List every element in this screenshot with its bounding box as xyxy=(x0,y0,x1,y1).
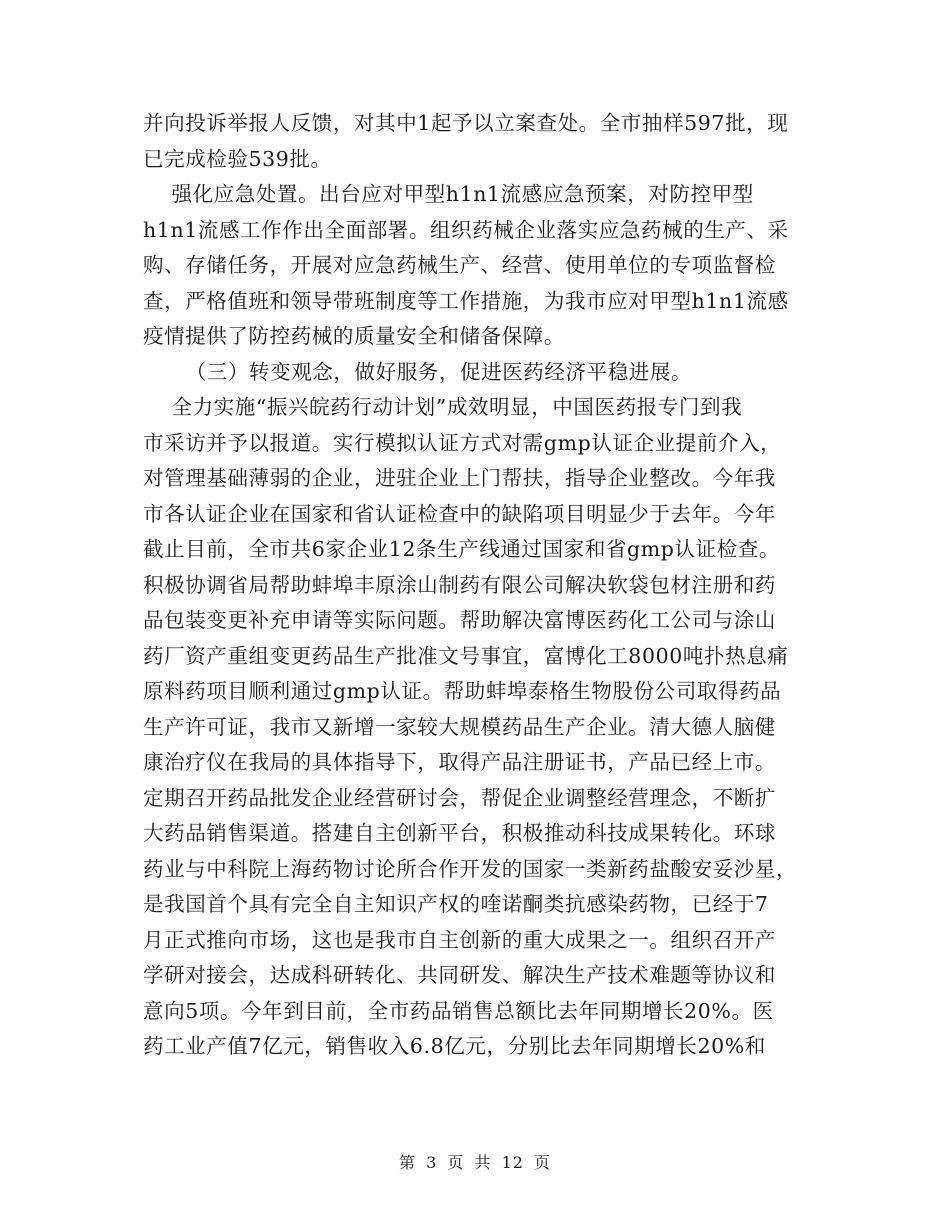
text-line: 是我国首个具有完全自主知识产权的喹诺酮类抗感染药物，已经于7 xyxy=(143,892,769,916)
paragraph xyxy=(143,177,823,355)
text-line: 药工业产值7亿元，销售收入6.8亿元，分别比去年同期增长20%和 xyxy=(143,1034,766,1058)
paragraph xyxy=(143,106,823,177)
text-line: 定期召开药品批发企业经营研讨会，帮促企业调整经营理念，不断扩 xyxy=(143,785,776,810)
footer-total-pages: 12 xyxy=(501,1153,524,1172)
paragraph xyxy=(143,355,823,391)
text-line: 查，严格值班和领导带班制度等工作措施，为我市应对甲型h1n1流感 xyxy=(143,288,789,313)
text-line: 生产许可证，我市又新增一家较大规模药品生产企业。清大德人脑健 xyxy=(143,714,776,739)
text-line: 积极协调省局帮助蚌埠丰原涂山制药有限公司解决软袋包材注册和药 xyxy=(143,572,776,597)
document-body xyxy=(143,106,823,1065)
footer-page-number: 3 xyxy=(426,1153,438,1172)
text-line: 并向投诉举报人反馈，对其中1起予以立案查处。全市抽样597批，现 xyxy=(143,111,789,135)
text-line: 意向5项。今年到目前，全市药品销售总额比去年同期增长20%。医 xyxy=(143,998,774,1023)
text-line: 品包装变更补充申请等实际问题。帮助解决富博医药化工公司与涂山 xyxy=(143,608,776,632)
footer-total-unit: 页 xyxy=(534,1153,552,1172)
text-line: 大药品销售渠道。搭建自主创新平台，积极推动科技成果转化。环球 xyxy=(143,821,776,845)
footer-page-label: 第 xyxy=(398,1153,416,1172)
text-line: 康治疗仪在我局的具体指导下，取得产品注册证书，产品已经上市。 xyxy=(143,750,776,774)
text-line: 药业与中科院上海药物讨论所合作开发的国家一类新药盐酸安妥沙星， xyxy=(143,856,798,881)
text-line: 疫情提供了防控药械的质量安全和储备保障。 xyxy=(143,324,565,348)
text-line: 购、存储任务，开展对应急药械生产、经营、使用单位的专项监督检 xyxy=(143,253,776,277)
text-line: 学研对接会，达成科研转化、共同研发、解决生产技术难题等协议和 xyxy=(143,963,776,987)
text-line: 市采访并予以报道。实行模拟认证方式对需gmp认证企业提前介入， xyxy=(143,430,782,455)
text-line: 市各认证企业在国家和省认证检查中的缺陷项目明显少于去年。今年 xyxy=(143,501,776,526)
text-line: h1n1流感工作作出全面部署。组织药械企业落实应急药械的生产、采 xyxy=(143,217,789,242)
text-line: 月正式推向市场，这也是我市自主创新的重大成果之一。组织召开产 xyxy=(143,927,776,952)
text-line: 已完成检验539批。 xyxy=(143,146,332,171)
text-line: 药厂资产重组变更药品生产批准文号事宜，富博化工8000吨扑热息痛 xyxy=(143,643,789,668)
text-line: 全力实施“振兴皖药行动计划”成效明显，中国医药报专门到我 xyxy=(143,395,743,419)
text-line: 强化应急处置。出台应对甲型h1n1流感应急预案，对防控甲型 xyxy=(143,182,754,206)
text-line: 对管理基础薄弱的企业，进驻企业上门帮扶，指导企业整改。今年我 xyxy=(143,466,776,490)
text-line: 截止目前，全市共6家企业12条生产线通过国家和省gmp认证检查。 xyxy=(143,537,781,561)
footer-total-label: 共 xyxy=(474,1153,492,1172)
paragraph xyxy=(143,390,823,1065)
text-line: （三）转变观念，做好服务，促进医药经济平稳进展。 xyxy=(143,359,693,384)
text-line: 原料药项目顺利通过gmp认证。帮助蚌埠泰格生物股份公司取得药品 xyxy=(143,679,782,703)
footer-page-unit: 页 xyxy=(447,1153,465,1172)
page-footer xyxy=(0,1150,950,1173)
